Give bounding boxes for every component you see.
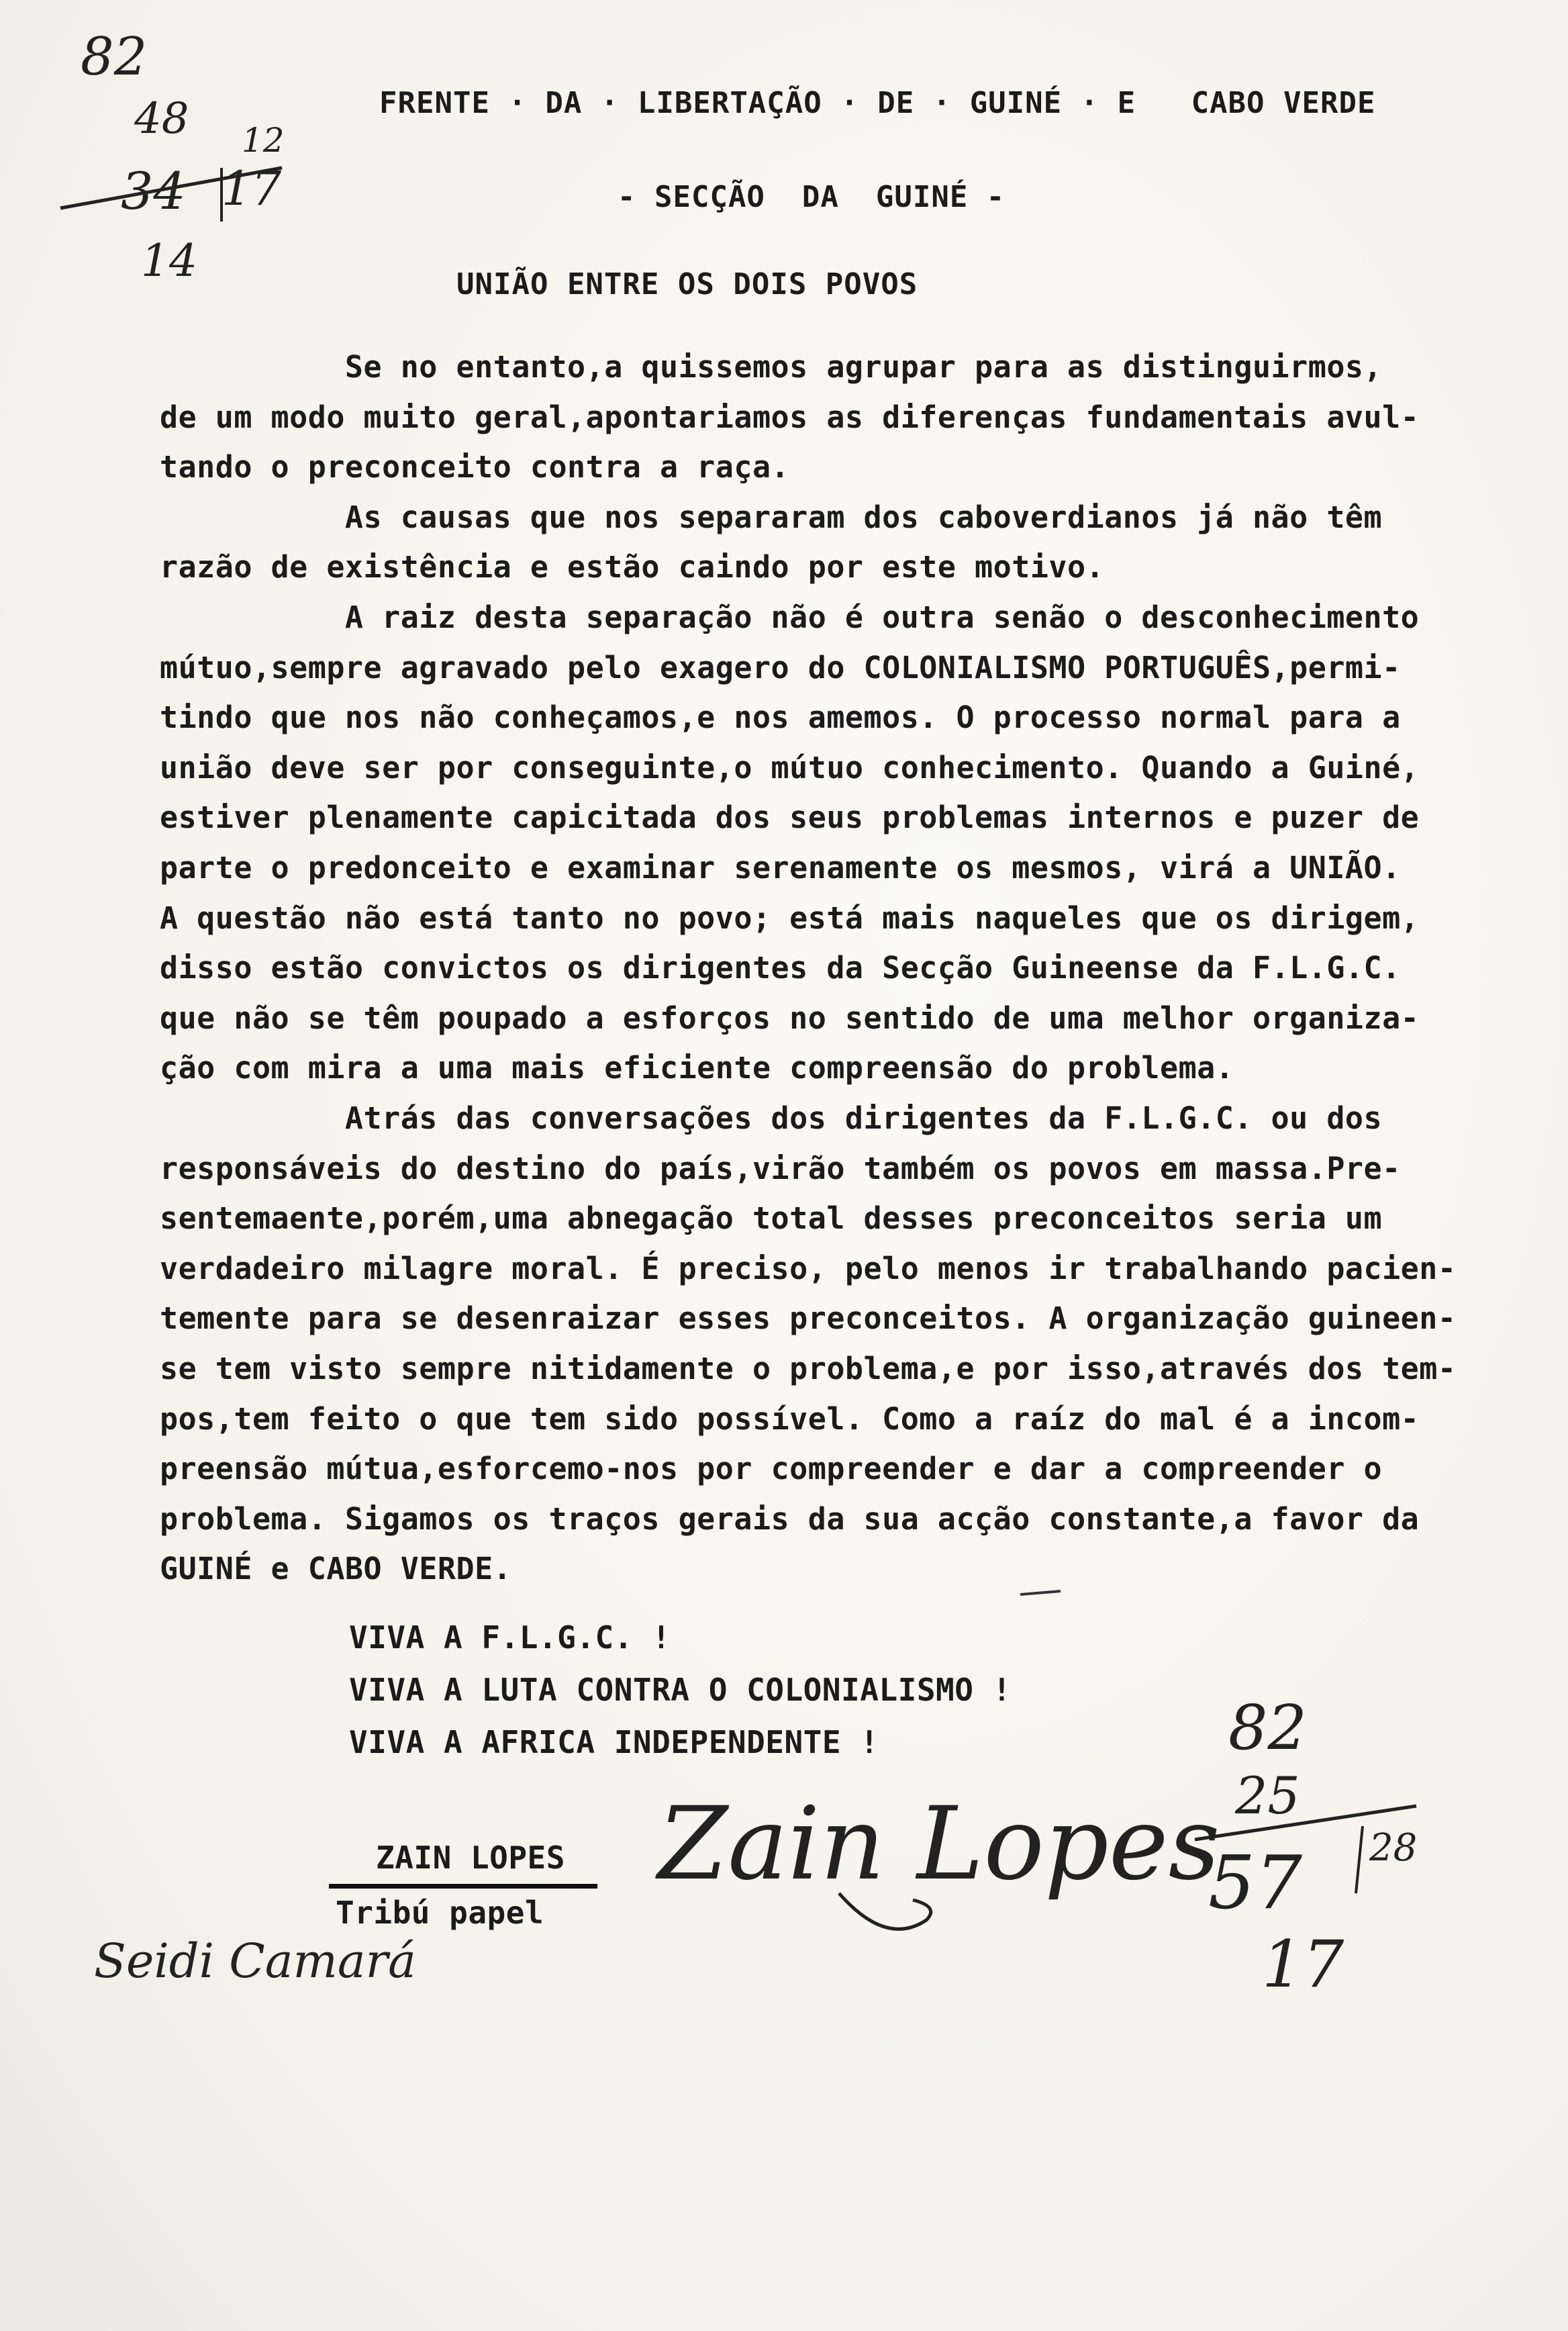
body-line: parte o predonceito e examinar serenamente os mesmos, virá a UNIÃO. xyxy=(160,850,1401,886)
margin-note-48: 48 xyxy=(134,94,189,144)
handwritten-signature: Zain Lopes xyxy=(658,1786,1220,1903)
body-line: tindo que nos não conheçamos,e nos amemos. O processo normal para a xyxy=(160,700,1401,736)
organization-heading: FRENTE · DA · LIBERTAÇÃO · DE · GUINÉ · E CABO VERDE xyxy=(379,86,1376,120)
body-line: de um modo muito geral,apontariamos as diferenças fundamentais avul- xyxy=(160,399,1420,435)
section-heading: - SECÇÃO DA GUINÉ - xyxy=(618,180,1006,214)
signature-flourish xyxy=(839,1893,931,1929)
body-line: tando o preconceito contra a raça. xyxy=(160,449,790,485)
body-line: sentemaente,porém,uma abnegação total desses preconceitos seria um xyxy=(160,1200,1383,1237)
signature-role: Tribú papel xyxy=(336,1895,544,1931)
body-line: verdadeiro milagre moral. É preciso, pelo menos ir trabalhando pacien- xyxy=(160,1250,1457,1286)
typed-signature-name: ZAIN LOPES xyxy=(376,1840,565,1876)
margin-note-14: 14 xyxy=(141,235,197,287)
slogan-luta: VIVA A LUTA CONTRA O COLONIALISMO ! xyxy=(349,1672,1012,1708)
body-line: As causas que nos separaram dos caboverdianos já não têm xyxy=(160,499,1383,535)
body-line: responsáveis do destino do país,virão também os povos em massa.Pre- xyxy=(160,1150,1401,1186)
margin-note-17-bottom: 17 xyxy=(1262,1927,1344,2002)
fraction-stroke-bottom-right xyxy=(1195,1806,1416,1840)
document-title: UNIÃO ENTRE OS DOIS POVOS xyxy=(456,267,918,301)
margin-note-28: 28 xyxy=(1369,1826,1418,1870)
body-line: se tem visto sempre nitidamente o problema,e por isso,através dos tem- xyxy=(160,1351,1457,1386)
margin-note-12: 12 xyxy=(242,121,285,160)
margin-note-17: 17 xyxy=(222,161,282,216)
body-line: razão de existência e estão caindo por este motivo. xyxy=(160,549,1105,585)
margin-note-82-bottom: 82 xyxy=(1228,1692,1308,1764)
body-line: Atrás das conversações dos dirigentes da F.L.G.C. ou dos xyxy=(160,1100,1383,1136)
body-line: ção com mira a uma mais eficiente compreensão do problema. xyxy=(160,1050,1234,1086)
stray-dash xyxy=(1020,1591,1061,1595)
bracket-stroke-bottom-right xyxy=(1356,1826,1363,1893)
body-line: estiver plenamente capicitada dos seus problemas internos e puzer de xyxy=(160,800,1420,836)
body-line: Se no entanto,a quissemos agrupar para as distinguirmos, xyxy=(160,349,1383,385)
body-line: união deve ser por conseguinte,o mútuo conhecimento. Quando a Guiné, xyxy=(160,749,1420,786)
margin-note-57: 57 xyxy=(1208,1840,1302,1925)
body-line: GUINÉ e CABO VERDE. xyxy=(160,1551,512,1587)
body-line: pos,tem feito o que tem sido possível. Como a raíz do mal é a incom- xyxy=(160,1400,1420,1437)
margin-note-25: 25 xyxy=(1235,1766,1300,1825)
body-line: que não se têm poupado a esforços no sentido de uma melhor organiza- xyxy=(160,1000,1420,1036)
slogan-africa: VIVA A AFRICA INDEPENDENTE ! xyxy=(349,1724,879,1760)
margin-note-82-top: 82 xyxy=(81,27,148,87)
body-line: A questão não está tanto no povo; está mais naqueles que os dirigem, xyxy=(160,900,1420,936)
body-line: temente para se desenraizar esses preconceitos. A organização guineen- xyxy=(160,1300,1457,1337)
handwritten-note-name: Seidi Camará xyxy=(94,1934,416,1989)
body-line: preensão mútua,esforcemo-nos por compreender e dar a compreender o xyxy=(160,1451,1383,1487)
body-line: problema. Sigamos os traços gerais da sua acção constante,a favor da xyxy=(160,1501,1420,1537)
margin-note-34: 34 xyxy=(121,161,186,221)
body-line: A raiz desta separação não é outra senão o desconhecimento xyxy=(160,600,1420,635)
slogan-flgc: VIVA A F.L.G.C. ! xyxy=(349,1619,671,1656)
body-line: mútuo,sempre agravado pelo exagero do COLONIALISMO PORTUGUÊS,permi- xyxy=(160,649,1401,685)
body-line: disso estão convictos os dirigentes da Secção Guineense da F.L.G.C. xyxy=(160,950,1401,986)
fraction-stroke-top-left xyxy=(60,168,282,208)
